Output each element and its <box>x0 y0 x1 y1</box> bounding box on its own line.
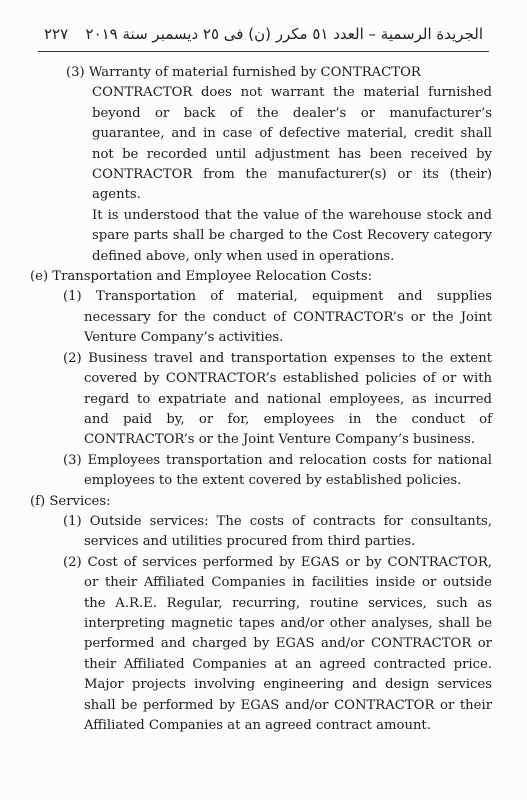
section-e-item-2: (2) Business travel and transportation expenses to the extent covered by CONTRACTOR’s established policies of or with regard to expatriate and national employees, as incurred and paid by, or for, employees in the conduct of CONTRACTOR’s or the Joint Venture Company’s business. <box>63 350 492 448</box>
header-rule <box>38 51 489 52</box>
document-body <box>30 63 492 736</box>
gazette-title: الجريدة الرسمية – العدد ٥١ مكرر (ن) فى ٢٥ ديسمبر سنة ٢٠١٩ <box>85 25 483 43</box>
page-number: ٢٢٧ <box>44 25 69 43</box>
section-f-item-2: (2) Cost of services performed by EGAS or by CONTRACTOR, or their Affiliated Companies in facilities inside or outside the A.R.E. Regular, recurring, routine services, such as interpreting magnetic tapes and/or other analyses, shall be performed and charged by EGAS and/or CONTRACTOR or their Affiliated Companies at an agreed contracted price. Major projects involving engineering and design services shall be performed by EGAS and/or CONTRACTOR or their Affiliated Companies at an agreed contract amount. <box>63 554 492 733</box>
section-e-item-1: (1) Transportation of material, equipment and supplies necessary for the conduct of CONTRACTOR’s or the Joint Venture Company’s activities. <box>63 289 492 346</box>
section-e-heading: (e) Transportation and Employee Relocation Costs: <box>30 269 373 285</box>
section-e-item-3: (3) Employees transportation and relocation costs for national employees to the extent covered by established policies. <box>63 452 492 489</box>
item-3-paragraph-2: It is understood that the value of the warehouse stock and spare parts shall be charged to the Cost Recovery category defined above, only when used in operations. <box>92 207 492 264</box>
item-3-paragraph-1: CONTRACTOR does not warrant the material furnished beyond or back of the dealer’s or manufacturer’s guarantee, and in case of defective material, credit shall not be recorded until adjustment has been received by CONTRACTOR from the manufacturer(s) or its (their) agents. <box>92 85 492 203</box>
section-f-heading: (f) Services: <box>30 493 111 509</box>
page-header <box>44 22 483 46</box>
item-3-heading: (3) Warranty of material furnished by CONTRACTOR <box>66 65 421 80</box>
section-f-item-1: (1) Outside services: The costs of contracts for consultants, services and utilities procured from third parties. <box>63 513 492 550</box>
